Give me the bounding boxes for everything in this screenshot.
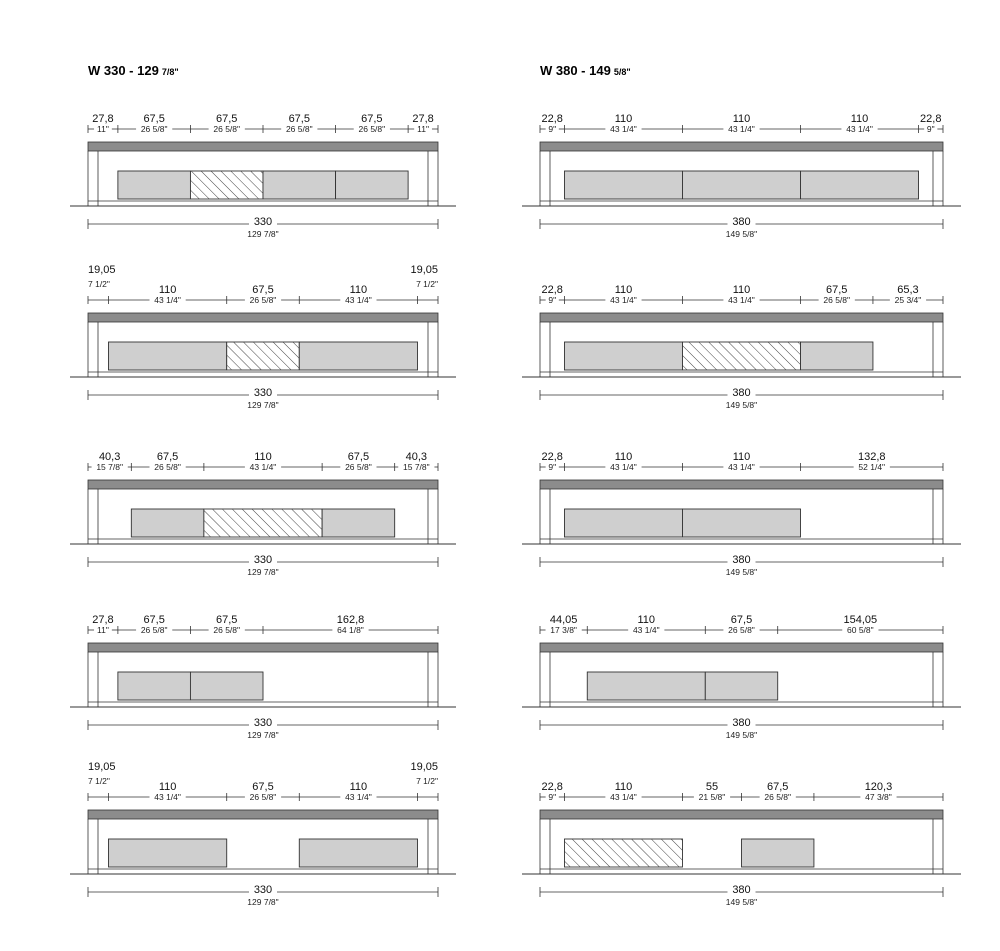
hatched-module (190, 171, 263, 199)
cabinet-elevation (522, 313, 961, 377)
door-module (564, 342, 682, 370)
dimension-inch-label: 21 5/8" (698, 792, 726, 802)
total-width-inch: 129 7/8" (247, 567, 279, 577)
dimension-inch-label: 26 5/8" (249, 792, 277, 802)
dimension-inch-label: 26 5/8" (249, 295, 277, 305)
dimension-inch-label: 43 1/4" (610, 295, 637, 305)
elevation-row (70, 614, 456, 740)
dimension-cm-label: 27,8 (412, 113, 434, 125)
elevation-row (70, 113, 456, 239)
dimension-cm-label: 110 (158, 781, 177, 793)
door-module (108, 342, 226, 370)
total-width-inch: 149 5/8" (725, 400, 758, 410)
dimension-cm-label: 40,3 (98, 451, 121, 463)
cabinet-elevation (70, 313, 456, 377)
door-module (131, 509, 204, 537)
dimension-inch-label: 26 5/8" (140, 124, 168, 134)
cabinet-elevation (70, 480, 456, 544)
dimension-cm-label: 19,05 (410, 761, 438, 773)
total-width-dimension (540, 216, 943, 239)
total-width-cm: 380 (732, 717, 751, 729)
total-width-cm: 330 (253, 387, 273, 399)
dimension-inch-label: 7 1/2" (416, 279, 438, 289)
dimension-inch-label: 25 3/4" (894, 295, 922, 305)
total-width-inch: 129 7/8" (247, 400, 279, 410)
top-panel (88, 313, 438, 322)
dimension-inch-label: 15 7/8" (96, 462, 123, 472)
dimension-line (88, 614, 438, 635)
dimension-cm-label: 65,3 (897, 284, 919, 296)
top-panel (540, 313, 943, 322)
door-module (322, 509, 395, 537)
dimension-line (540, 781, 943, 802)
dimension-inch-label: 43 1/4" (728, 124, 755, 134)
elevation-row (522, 451, 961, 577)
elevation-row (522, 284, 961, 410)
total-width-dimension (540, 717, 943, 740)
dimension-inch-label: 9" (548, 462, 557, 472)
hatched-module (227, 342, 300, 370)
dimension-inch-label: 43 1/4" (632, 625, 660, 635)
dimension-line (540, 113, 943, 134)
dimension-cm-label: 67,5 (288, 113, 310, 125)
dimension-cm-label: 110 (614, 113, 633, 125)
dimension-inch-label: 43 1/4" (249, 462, 277, 472)
dimension-cm-label: 110 (614, 781, 633, 793)
hatched-module (564, 839, 682, 867)
dimension-inch-label: 7 1/2" (88, 776, 110, 786)
door-module (705, 672, 777, 700)
total-width-dimension (88, 216, 438, 239)
top-panel (540, 810, 943, 819)
total-width-inch: 129 7/8" (247, 229, 279, 239)
door-module (108, 839, 226, 867)
dimension-inch-label: 15 7/8" (403, 462, 430, 472)
dimension-cm-label: 19,05 (410, 264, 438, 276)
top-panel (540, 480, 943, 489)
dimension-line (540, 451, 943, 472)
door-module (801, 342, 873, 370)
dimension-cm-label: 110 (349, 781, 368, 793)
dimension-inch-label: 43 1/4" (154, 792, 181, 802)
dimension-line (88, 761, 438, 802)
total-width-dimension (88, 884, 438, 907)
dimension-cm-label: 67,5 (252, 781, 274, 793)
column-title-w330: W 330 - 129 7/8" (88, 63, 179, 78)
door-module (682, 171, 800, 199)
dimension-cm-label: 110 (850, 113, 869, 125)
cabinet-elevation (70, 643, 456, 707)
total-width-inch: 149 5/8" (725, 897, 758, 907)
dimension-line (88, 264, 438, 305)
total-width-dimension (540, 554, 943, 577)
door-module (336, 171, 409, 199)
dimension-cm-label: 110 (732, 113, 751, 125)
dimension-cm-label: 110 (732, 451, 751, 463)
top-panel (88, 480, 438, 489)
door-module (564, 509, 682, 537)
elevation-row (70, 264, 456, 410)
dimension-inch-label: 43 1/4" (728, 295, 755, 305)
elevation-row (522, 781, 961, 907)
column-w380 (522, 63, 961, 907)
dimension-inch-label: 43 1/4" (154, 295, 181, 305)
door-module (587, 672, 705, 700)
dimension-inch-label: 11" (417, 124, 429, 134)
dimension-cm-label: 67,5 (252, 284, 274, 296)
total-width-cm: 330 (253, 216, 273, 228)
total-width-cm: 380 (732, 216, 751, 228)
total-width-cm: 330 (253, 554, 273, 566)
door-module (682, 509, 800, 537)
dimension-inch-label: 26 5/8" (345, 462, 372, 472)
dimension-inch-label: 26 5/8" (823, 295, 851, 305)
door-module (564, 171, 682, 199)
dimension-inch-label: 43 1/4" (345, 792, 372, 802)
cabinet-elevation (522, 643, 961, 707)
dimension-cm-label: 162,8 (336, 614, 365, 626)
total-width-cm: 330 (253, 717, 273, 729)
dimension-cm-label: 22,8 (541, 113, 563, 125)
dimension-cm-label: 67,5 (347, 451, 370, 463)
dimension-line (88, 113, 438, 134)
dimension-inch-label: 64 1/8" (337, 625, 364, 635)
dimension-inch-label: 43 1/4" (345, 295, 372, 305)
column-w330 (70, 63, 456, 907)
door-module (299, 839, 417, 867)
cabinet-elevation (70, 810, 456, 874)
dimension-cm-label: 22,8 (541, 451, 563, 463)
dimension-inch-label: 11" (97, 124, 109, 134)
elevation-row (522, 113, 961, 239)
cabinet-elevation (522, 142, 961, 206)
dimension-cm-label: 40,3 (405, 451, 428, 463)
dimension-inch-label: 7 1/2" (416, 776, 438, 786)
dimension-cm-label: 110 (349, 284, 368, 296)
dimension-cm-label: 67,5 (826, 284, 848, 296)
top-panel (540, 643, 943, 652)
dimension-cm-label: 67,5 (767, 781, 789, 793)
door-module (742, 839, 814, 867)
total-width-inch: 149 5/8" (725, 229, 758, 239)
dimension-inch-label: 43 1/4" (728, 462, 755, 472)
top-panel (88, 142, 438, 151)
dimension-cm-label: 67,5 (216, 614, 238, 626)
door-module (190, 672, 263, 700)
dimension-inch-label: 26 5/8" (764, 792, 792, 802)
dimension-cm-label: 67,5 (143, 113, 165, 125)
door-module (118, 171, 191, 199)
dimension-cm-label: 110 (254, 451, 272, 463)
dimension-inch-label: 47 3/8" (865, 792, 892, 802)
cabinet-elevation (70, 142, 456, 206)
total-width-inch: 149 5/8" (725, 567, 758, 577)
door-module (299, 342, 417, 370)
dimension-cm-label: 44,05 (549, 614, 578, 626)
dimension-inch-label: 52 1/4" (858, 462, 886, 472)
total-width-dimension (88, 717, 438, 740)
dimension-line (88, 451, 438, 472)
dimension-inch-label: 26 5/8" (213, 625, 241, 635)
dimension-cm-label: 110 (614, 451, 633, 463)
dimension-inch-label: 11" (97, 625, 109, 635)
dimension-inch-label: 43 1/4" (610, 124, 637, 134)
top-panel (88, 643, 438, 652)
dimension-cm-label: 120,3 (864, 781, 893, 793)
total-width-inch: 129 7/8" (247, 730, 279, 740)
dimension-cm-label: 19,05 (88, 264, 116, 276)
dimension-inch-label: 43 1/4" (610, 792, 637, 802)
dimension-cm-label: 110 (614, 284, 633, 296)
total-width-cm: 380 (732, 884, 751, 896)
dimension-inch-label: 17 3/8" (550, 625, 577, 635)
door-module (118, 672, 191, 700)
dimension-inch-label: 60 5/8" (847, 625, 874, 635)
dimension-inch-label: 26 5/8" (140, 625, 168, 635)
total-width-inch: 149 5/8" (725, 730, 758, 740)
dimension-cm-label: 110 (637, 614, 656, 626)
dimension-cm-label: 22,8 (541, 284, 563, 296)
dimension-inch-label: 9" (548, 124, 557, 134)
total-width-dimension (540, 884, 943, 907)
dimension-cm-label: 67,5 (216, 113, 238, 125)
door-module (263, 171, 336, 199)
cabinet-elevation (522, 480, 961, 544)
total-width-dimension (540, 387, 943, 410)
dimension-cm-label: 27,8 (92, 614, 114, 626)
top-panel (88, 810, 438, 819)
dimension-cm-label: 22,8 (541, 781, 563, 793)
dimension-inch-label: 26 5/8" (358, 124, 386, 134)
column-title-w380: W 380 - 149 5/8" (540, 63, 631, 78)
hatched-module (682, 342, 800, 370)
dimension-cm-label: 154,05 (843, 614, 878, 626)
dimension-cm-label: 110 (158, 284, 177, 296)
total-width-cm: 330 (253, 884, 273, 896)
hatched-module (204, 509, 322, 537)
dimension-line (540, 284, 943, 305)
dimension-cm-label: 110 (732, 284, 751, 296)
elevation-row (70, 761, 456, 907)
dimension-inch-label: 26 5/8" (728, 625, 755, 635)
dimension-cm-label: 67,5 (143, 614, 165, 626)
door-module (801, 171, 919, 199)
dimension-inch-label: 26 5/8" (213, 124, 241, 134)
dimension-inch-label: 9" (926, 124, 935, 134)
dimension-inch-label: 26 5/8" (154, 462, 181, 472)
cabinet-elevation (522, 810, 961, 874)
elevation-row (70, 451, 456, 577)
dimension-inch-label: 7 1/2" (88, 279, 110, 289)
dimension-cm-label: 22,8 (920, 113, 942, 125)
total-width-cm: 380 (732, 387, 751, 399)
dimension-line (540, 614, 943, 635)
total-width-dimension (88, 554, 438, 577)
dimension-cm-label: 132,8 (857, 451, 886, 463)
dimension-cm-label: 55 (705, 781, 719, 793)
dimension-inch-label: 43 1/4" (846, 124, 873, 134)
dimension-cm-label: 67,5 (730, 614, 753, 626)
dimension-inch-label: 26 5/8" (285, 124, 313, 134)
dimension-inch-label: 9" (548, 295, 557, 305)
top-panel (540, 142, 943, 151)
elevation-row (522, 614, 961, 740)
dimension-cm-label: 19,05 (88, 761, 116, 773)
dimension-inch-label: 43 1/4" (610, 462, 637, 472)
dimension-inch-label: 9" (548, 792, 557, 802)
dimension-cm-label: 27,8 (92, 113, 114, 125)
total-width-cm: 380 (732, 554, 751, 566)
total-width-inch: 129 7/8" (247, 897, 279, 907)
dimension-cm-label: 67,5 (156, 451, 179, 463)
total-width-dimension (88, 387, 438, 410)
dimension-cm-label: 67,5 (361, 113, 383, 125)
